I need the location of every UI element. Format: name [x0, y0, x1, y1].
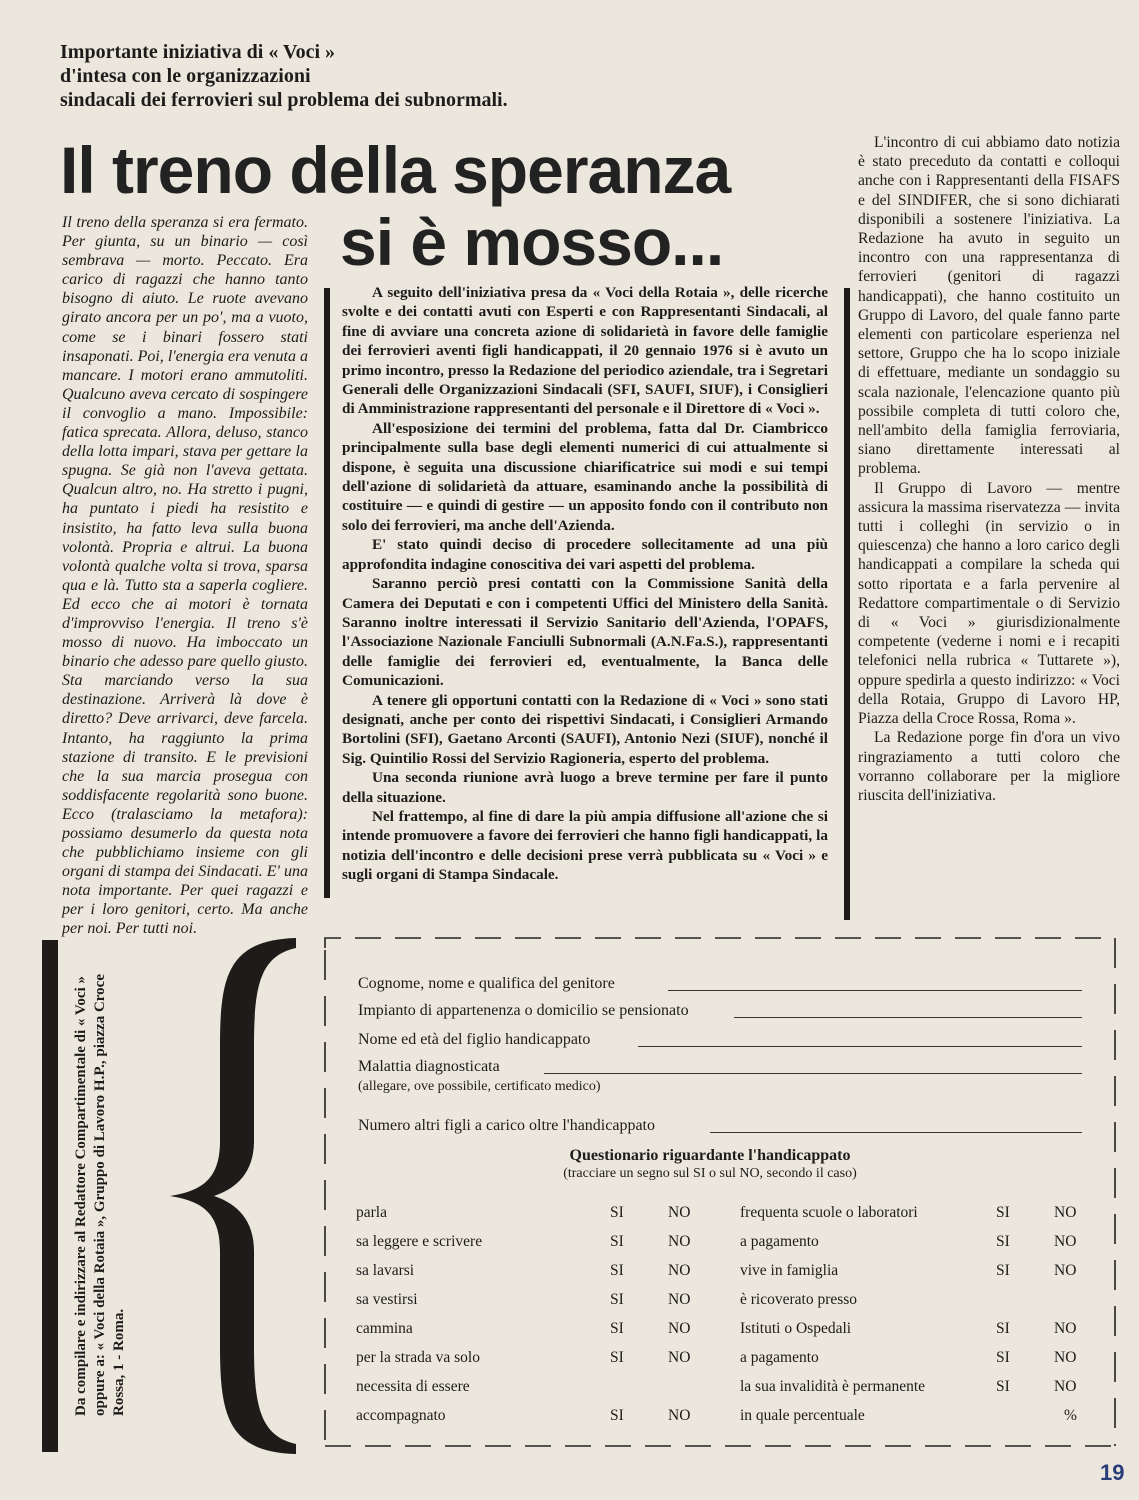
si-option[interactable]: SI [610, 1204, 624, 1221]
field-line-malattia[interactable] [544, 1073, 1082, 1074]
si-option[interactable]: SI [996, 1204, 1010, 1221]
question-label: sa lavarsi [356, 1262, 415, 1279]
main-paragraph: Una seconda riunione avrà luogo a breve termine per fare il punto della situazione. [342, 769, 828, 806]
no-option[interactable]: NO [1054, 1233, 1077, 1250]
right-paragraph: Il Gruppo di Lavoro — mentre assicura la massima riservatezza — invita tutti i colleghi (in servizio o in quiescenza) che hanno a loro carico degli handicappati a compilare la scheda qui sotto riportata e a farla pervenire al Redattore compartimentale o di Servizio di « Voci » giurisdizionalmente competente (vederne i nomi e i recapiti telefonici nella rubrica « Tuttarete »), oppure spedirla a questo indirizzo: « Voci della Rotaia, Gruppo di Lavoro HP, Piazza della Croce Rossa, Roma ». [858, 479, 1120, 728]
main-paragraph: Saranno perciò presi contatti con la Commissione Sanità della Camera dei Deputati e con i competenti Uffici del Ministero della Sanità. Saranno inoltre interessati il Servizio Sanitario dell'Azienda, l'OPAFS, l'Associazione Nazionale Fanciulli Subnormali (A.N.Fa.S.), rappresentanti delle famiglie dei ferrovieri ed, eventualmente, la Banca delle Comunicazioni. [342, 575, 828, 690]
main-paragraph: Nel frattempo, al fine di dare la più ampia diffusione all'azione che si intende promuovere a favore dei ferrovieri che hanno figli handicappati, la notizia dell'incontro e delle decisioni prese verrà pubblicata su « Voci » e sugli organi di Stampa Sindacale. [342, 807, 828, 884]
no-option[interactable]: NO [668, 1349, 691, 1366]
malattia-note: (allegare, ove possibile, certificato medico) [358, 1079, 601, 1094]
main-column-right-rule [844, 288, 850, 920]
percent-sign: % [1064, 1407, 1077, 1424]
field-label-figlio: Nome ed età del figlio handicappato [358, 1031, 591, 1048]
si-option[interactable]: SI [610, 1320, 624, 1337]
right-column [858, 133, 1120, 805]
right-paragraph: La Redazione porge fin d'ora un vivo ringraziamento a tutti coloro che vorranno collaborare per la migliore riuscita dell'iniziativa. [858, 729, 1120, 804]
question-label: accompagnato [356, 1407, 446, 1424]
question-label: sa vestirsi [356, 1291, 418, 1308]
si-option[interactable]: SI [610, 1349, 624, 1366]
no-option[interactable]: NO [668, 1262, 691, 1279]
main-paragraph: A tenere gli opportuni contatti con la Redazione di « Voci » sono stati designati, anche per conto dei rispettivi Sindacati, i Consiglieri Armando Bortolini (SFI), Gaetano Arconti (SAUFI), Antonio Nezi (SIUF), nonché il Sig. Quintilio Rossi del Servizio Ragioneria, esperto del problema. [342, 691, 828, 767]
kicker [60, 40, 620, 112]
field-label-genitore: Cognome, nome e qualifica del genitore [358, 975, 615, 992]
no-option[interactable]: NO [1054, 1204, 1077, 1221]
question-label: vive in famiglia [740, 1262, 839, 1279]
si-option[interactable]: SI [610, 1291, 624, 1308]
kicker-line: sindacali dei ferrovieri sul problema dei subnormali. [60, 89, 508, 111]
field-label-impianto: Impianto di appartenenza o domicilio se pensionato [358, 1002, 689, 1019]
curly-brace-icon [168, 936, 298, 1456]
headline-line-1: Il treno della speranza [60, 133, 731, 207]
main-paragraph: E' stato quindi deciso di procedere sollecitamente ad una più approfondita indagine conoscitiva dei vari aspetti del problema. [342, 536, 828, 573]
main-column-left-rule [324, 288, 330, 898]
intro-italic-text: Il treno della speranza si era fermato. Per giunta, su un binario — così sembrava — morto. Peccato. Era carico di ragazzi che hanno tanto bisogno di aiuto. Le ruote avevano girato ancora per un po', ma a vuoto, come se i binari fossero stati insaponati. Poi, l'energia era venuta a mancare. I motori erano ammutoliti. Qualcuno aveva cercato di sospingere il convoglio a mano. Impossibile: fatica sprecata. Allora, deluso, stanco della lotta impari, stava per gettare la spugna. Se già non l'aveva gettata. Qualcun altro, no. Ha stretto i pugni, ha puntato i piedi ha resistito e insistito, ha fatto leva sulla buona volontà. Propria e altrui. La buona volontà qualche volta si trova, sparsa qua e là. Tutto sta a saperla cogliere. Ed ecco che ai motori è tornata d'improvviso l'energia. Il treno s'è mosso di nuovo. Ha imboccato un binario che adesso pare quello giusto. Sta marciando verso la sua destinazione. Arriverà là dove è diretto? Deve arrivarci, deve farcela. Intanto, ha raggiunto la prima stazione di transito. E le previsioni che la sua marcia prosegua con soddisfacente regolarità sono buone. Ecco (tralasciamo la metafora): possiamo desumerlo da questa nota che pubblichiamo insieme con gli organi di stampa dei Sindacati. E' una nota importante. Per quei ragazzi e per i loro genitori, certo. Ma anche per noi. Per tutti noi. [62, 214, 308, 938]
field-line-impianto[interactable] [734, 1017, 1082, 1018]
si-option[interactable]: SI [996, 1378, 1010, 1395]
si-option[interactable]: SI [610, 1262, 624, 1279]
questionnaire-subtitle: (tracciare un segno sul SI o sul NO, secondo il caso) [563, 1166, 857, 1181]
question-label: è ricoverato presso [740, 1291, 858, 1308]
question-label: per la strada va solo [356, 1349, 480, 1366]
question-label: Istituti o Ospedali [740, 1320, 852, 1337]
question-label: a pagamento [740, 1233, 819, 1250]
field-label-altri-figli: Numero altri figli a carico oltre l'handicappato [358, 1117, 655, 1134]
question-label: la sua invalidità è permanente [740, 1378, 926, 1395]
no-option[interactable]: NO [668, 1233, 691, 1250]
kicker-line: Importante iniziativa di « Voci » [60, 41, 336, 63]
question-label: sa leggere e scrivere [356, 1233, 483, 1250]
questionnaire-title: Questionario riguardante l'handicappato [569, 1147, 851, 1164]
question-label: frequenta scuole o laboratori [740, 1204, 918, 1221]
sidebar-instructions: Da compilare e indirizzare al Redattore Compartimentale di « Voci » oppure a: « Voci della Rotaia », Gruppo di Lavoro H.P., piazza Croce Rossa, 1 - Roma. [73, 974, 127, 1416]
main-article [342, 283, 828, 885]
main-paragraph: A seguito dell'iniziativa presa da « Voci della Rotaia », delle ricerche svolte e dei contatti avuti con Esperti e con Rappresentanti Sindacali, al fine di avviare una concreta azione di solidarietà in favore delle famiglie dei ferrovieri aventi figli handicappati, il 20 gennaio 1976 si è avuto un primo incontro, presso la Redazione del periodico aziendale, tra i Segretari Generali delle Organizzazioni Sindacali (SFI, SAUFI, SIUF), i Consiglieri di Amministrazione rappresentanti del personale e il Direttore di « Voci ». [342, 284, 828, 418]
field-line-altri-figli[interactable] [710, 1132, 1082, 1133]
question-label: in quale percentuale [740, 1407, 865, 1424]
question-label: a pagamento [740, 1349, 819, 1366]
no-option[interactable]: NO [1054, 1349, 1077, 1366]
si-option[interactable]: SI [996, 1349, 1010, 1366]
no-option[interactable]: NO [668, 1291, 691, 1308]
page-number: 19 [1100, 1460, 1125, 1485]
field-line-genitore[interactable] [668, 990, 1082, 991]
si-option[interactable]: SI [996, 1320, 1010, 1337]
question-label: cammina [356, 1320, 413, 1337]
question-label: necessita di essere [356, 1378, 470, 1395]
si-option[interactable]: SI [996, 1233, 1010, 1250]
no-option[interactable]: NO [668, 1320, 691, 1337]
field-line-figlio[interactable] [638, 1046, 1082, 1047]
headline-line-2: si è mosso... [340, 205, 724, 279]
main-paragraph: All'esposizione dei termini del problema, fatta dal Dr. Ciambricco principalmente sulla base degli elementi numerici di cui attualmente si dispone, è seguita una discussione chiarificatrice sui modi e sui tempi dell'azione di solidarietà da attuare, esaminando anche la possibilità di costituire — e quindi di gestire — un apposito fondo con il contributo non solo dei ferrovieri, ma anche dell'Azienda. [342, 419, 828, 534]
no-option[interactable]: NO [1054, 1320, 1077, 1337]
question-label: parla [356, 1204, 387, 1221]
no-option[interactable]: NO [1054, 1378, 1077, 1395]
no-option[interactable]: NO [668, 1407, 691, 1424]
field-label-malattia: Malattia diagnosticata [358, 1058, 500, 1075]
no-option[interactable]: NO [668, 1204, 691, 1221]
right-paragraph: L'incontro di cui abbiamo dato notizia è stato preceduto da contatti e colloqui anche con i Rappresentanti della FISAFS e del SINDIFER, che si sono dichiarati disponibili a sostenere l'iniziativa. La Redazione ha avuto in seguito un incontro con una rappresentanza di ferrovieri (genitori di ragazzi handicappati), che hanno costituito un Gruppo di Lavoro, del quale fanno parte elementi con particolare esperienza nel settore, Gruppo che ha lo scopo iniziale di effettuare, mediante un sondaggio su scala nazionale, l'elencazione quanto più possibile completa di tutti coloro che, nell'ambito della famiglia ferroviaria, siano direttamente interessati al problema. [858, 134, 1120, 478]
si-option[interactable]: SI [996, 1262, 1010, 1279]
no-option[interactable]: NO [1054, 1262, 1077, 1279]
kicker-line: d'intesa con le organizzazioni [60, 65, 311, 87]
si-option[interactable]: SI [610, 1233, 624, 1250]
si-option[interactable]: SI [610, 1407, 624, 1424]
sidebar-black-bar [42, 940, 58, 1452]
